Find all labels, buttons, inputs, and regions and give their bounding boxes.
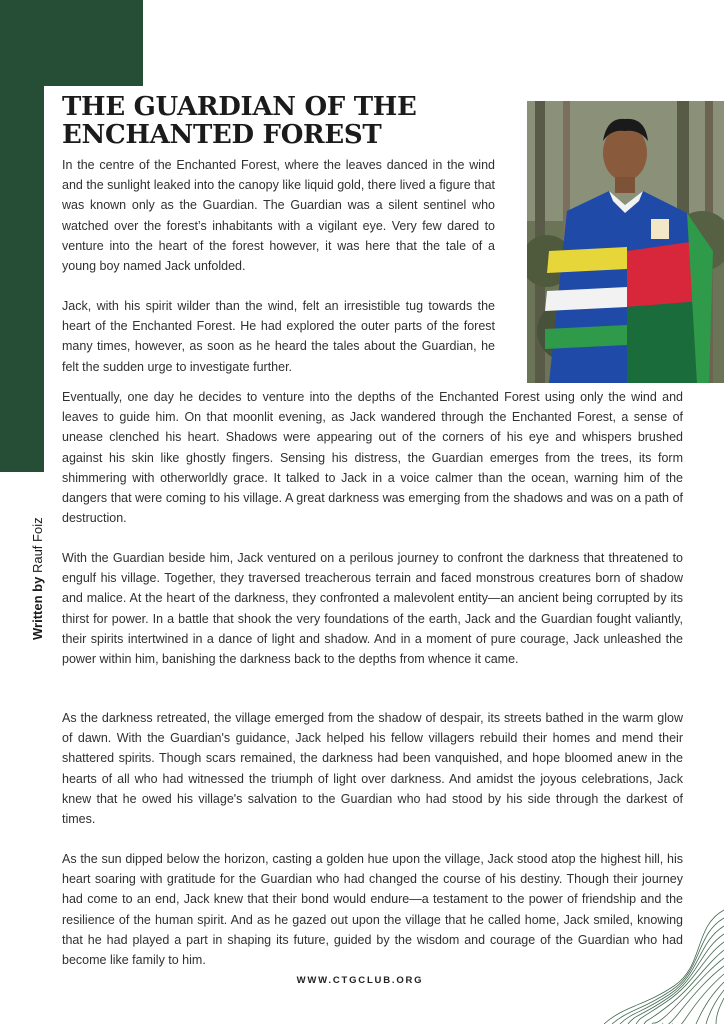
- author-photo-image: [527, 101, 724, 383]
- story-paragraph: As the darkness retreated, the village emerged from the shadow of despair, its streets bathed in the warm glow of dawn. With the Guardian's guidance, Jack helped his fellow villagers rebuild their homes and mend their shattered spirits. Though scars remained, the darkness had been vanquished, and hope bloomed anew in the hearts of all who had witnessed the triumph of light over darkness. And amidst the joyous celebrations, Jack knew that he owed his village's salvation to the Guardian who had stood by his side through the darkest of times.: [62, 711, 683, 827]
- story-paragraph: In the centre of the Enchanted Forest, where the leaves danced in the wind and the sunlight leaked into the canopy like liquid gold, there lived a figure that was known only as the Guardian. The Guardian was a silent sentinel who watched over the forest’s inhabitants with a vigilant eye. Very few dared to venture into the heart of the forest however, it was here that the tale of a young boy named Jack unfolded.: [62, 158, 495, 274]
- byline-author: Rauf Foiz: [30, 517, 45, 574]
- story-title: THE GUARDIAN OF THE ENCHANTED FOREST: [62, 92, 417, 150]
- story-paragraph: Jack, with his spirit wilder than the wind, felt an irresistible tug towards the heart of the Enchanted Forest. He had explored the outer parts of the forest many times, however, as soon as he heard the tales about the Guardian, he felt the sudden urge to investigate further.: [62, 299, 495, 374]
- byline-lead: Written by: [30, 576, 45, 640]
- story-paragraph: With the Guardian beside him, Jack ventured on a perilous journey to confront the darkness that threatened to engulf his village. Together, they traversed treacherous terrain and faced monstrous creatures born of shadow and malice. At the heart of the darkness, they confronted a malevolent entity—an ancient being corrupted by its thirst for power. In a battle that shook the very foundations of the earth, Jack and the Guardian fought valiantly, their spirits intertwined in a dance of light and shadow. And in a moment of pure courage, Jack unleashed the power within him, banishing the darkness back to the depths from whence it came.: [62, 551, 683, 667]
- story-paragraph: As the sun dipped below the horizon, casting a golden hue upon the village, Jack stood atop the highest hill, his heart soaring with gratitude for the Guardian who had changed the course of his destiny. Though their journey had come to an end, Jack knew that their bond would endure—a testament to the power of friendship and the resilience of the human spirit. And as he gazed out upon the village that he called home, Jack smiled, knowing that he had played a part in shaping its future, guided by the wisdom and courage of the Guardian who had become like family to him.: [62, 852, 683, 968]
- author-byline: [30, 517, 45, 640]
- decorative-swirl-lines: [584, 906, 724, 1024]
- story-paragraph: Eventually, one day he decides to venture into the depths of the Enchanted Forest using only the wind and leaves to guide him. On that moonlit evening, as Jack wandered through the Enchanted Forest, a sense of unease clenched his heart. Shadows were appearing out of the corners of his eye and whispers brushed against his skin like ghostly fingers. Sensing his distress, the Guardian emerges from the trees, its form shimmering with otherworldly grace. It talked to Jack in a voice calmer than the ocean, warning him of the dangers that were coming to his village. A great darkness was emerging from the shadows and was on a path of destruction.: [62, 390, 683, 526]
- author-photo: [527, 101, 724, 383]
- footer-website: WWW.CTGCLUB.ORG: [296, 975, 424, 986]
